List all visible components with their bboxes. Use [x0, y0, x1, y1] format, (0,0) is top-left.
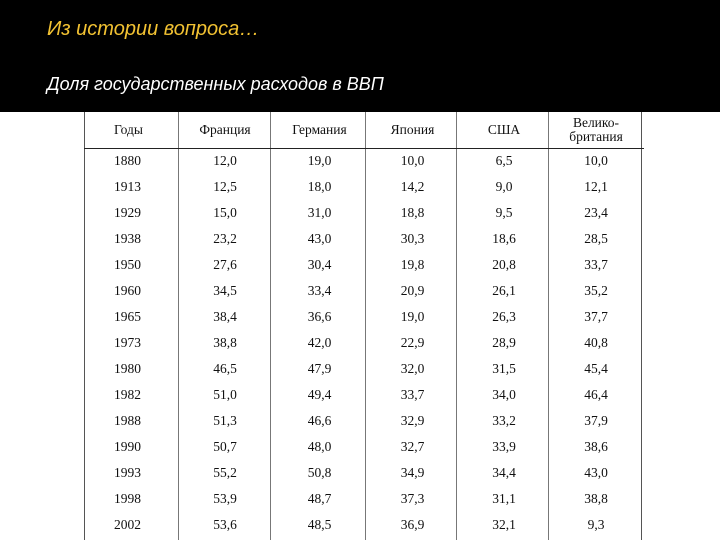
value-cell: 42,0 — [307, 335, 332, 350]
value-cell: 9,0 — [495, 179, 513, 194]
value-cell: 37,9 — [584, 413, 608, 428]
column-header: Годы — [114, 122, 143, 137]
value-cell: 49,4 — [307, 387, 332, 402]
column-header: США — [487, 122, 521, 137]
value-cell: 36,6 — [307, 309, 332, 324]
value-cell: 19,8 — [400, 257, 425, 272]
table-row — [84, 148, 644, 174]
value-cell: 18,8 — [400, 205, 425, 220]
value-cell: 43,0 — [584, 465, 608, 480]
year-cell: 1965 — [114, 309, 141, 324]
table-row — [84, 460, 644, 486]
value-cell: 50,7 — [213, 439, 237, 454]
value-cell: 33,2 — [492, 413, 516, 428]
table-row — [84, 356, 644, 382]
value-cell: 35,2 — [584, 283, 608, 298]
value-cell: 34,9 — [400, 465, 425, 480]
value-cell: 9,5 — [495, 205, 513, 220]
table-row — [84, 434, 644, 460]
value-cell: 43,0 — [307, 231, 332, 246]
year-cell: 1929 — [114, 205, 141, 220]
value-cell: 40,8 — [584, 335, 608, 350]
value-cell: 12,1 — [584, 179, 608, 194]
slide-title: Из истории вопроса… — [47, 18, 260, 40]
value-cell: 34,5 — [213, 283, 237, 298]
value-cell: 23,2 — [213, 231, 237, 246]
value-cell: 46,4 — [584, 387, 608, 402]
value-cell: 38,4 — [213, 309, 237, 324]
table-row — [84, 408, 644, 434]
value-cell: 47,9 — [307, 361, 332, 376]
slide-subtitle: Доля государственных расходов в ВВП — [47, 74, 384, 94]
gdp-spending-table — [84, 112, 644, 540]
value-cell: 48,0 — [307, 439, 332, 454]
table-header-row — [84, 112, 644, 149]
value-cell: 32,1 — [492, 517, 516, 532]
table-row — [84, 330, 644, 356]
table-row — [84, 512, 644, 538]
value-cell: 38,6 — [584, 439, 608, 454]
value-cell: 53,9 — [213, 491, 237, 506]
value-cell: 30,4 — [307, 257, 332, 272]
year-cell: 1998 — [114, 491, 141, 506]
value-cell: 33,4 — [307, 283, 332, 298]
value-cell: 23,4 — [584, 205, 608, 220]
value-cell: 18,0 — [307, 179, 332, 194]
value-cell: 46,5 — [213, 361, 237, 376]
value-cell: 14,2 — [400, 179, 425, 194]
value-cell: 32,7 — [400, 439, 425, 454]
value-cell: 30,3 — [400, 231, 425, 246]
value-cell: 37,7 — [584, 309, 608, 324]
value-cell: 12,5 — [213, 179, 237, 194]
table-row — [84, 226, 644, 252]
table-row — [84, 174, 644, 200]
value-cell: 28,5 — [584, 231, 608, 246]
year-cell: 1880 — [114, 153, 141, 168]
column-header — [550, 116, 642, 144]
column-header: Франция — [199, 122, 251, 137]
value-cell: 46,6 — [307, 413, 332, 428]
value-cell: 9,3 — [587, 517, 605, 532]
value-cell: 27,6 — [213, 257, 237, 272]
column-header-line: британия — [569, 129, 623, 144]
value-cell: 33,7 — [584, 257, 608, 272]
table-row — [84, 278, 644, 304]
table-row — [84, 304, 644, 330]
value-cell: 31,1 — [492, 491, 516, 506]
year-cell: 1982 — [114, 387, 141, 402]
value-cell: 34,4 — [492, 465, 516, 480]
year-cell: 1950 — [114, 257, 141, 272]
year-cell: 1993 — [114, 465, 141, 480]
value-cell: 31,0 — [307, 205, 332, 220]
value-cell: 32,0 — [400, 361, 425, 376]
value-cell: 33,9 — [492, 439, 516, 454]
table-row — [84, 486, 644, 512]
value-cell: 50,8 — [307, 465, 332, 480]
year-cell: 1980 — [114, 361, 141, 376]
year-cell: 1973 — [114, 335, 141, 350]
column-header-line: Велико- — [572, 115, 620, 130]
value-cell: 38,8 — [213, 335, 237, 350]
value-cell: 12,0 — [213, 153, 237, 168]
year-cell: 1990 — [114, 439, 141, 454]
value-cell: 20,8 — [492, 257, 516, 272]
value-cell: 51,3 — [213, 413, 237, 428]
value-cell: 15,0 — [213, 205, 237, 220]
value-cell: 45,4 — [584, 361, 608, 376]
value-cell: 10,0 — [584, 153, 608, 168]
table-row — [84, 200, 644, 226]
value-cell: 36,9 — [400, 517, 425, 532]
value-cell: 19,0 — [307, 153, 332, 168]
value-cell: 53,6 — [213, 517, 237, 532]
value-cell: 32,9 — [400, 413, 425, 428]
value-cell: 31,5 — [492, 361, 516, 376]
table-row — [84, 252, 644, 278]
value-cell: 22,9 — [400, 335, 425, 350]
value-cell: 34,0 — [492, 387, 516, 402]
value-cell: 51,0 — [213, 387, 237, 402]
slide-header — [0, 0, 720, 112]
value-cell: 10,0 — [400, 153, 425, 168]
value-cell: 33,7 — [400, 387, 425, 402]
value-cell: 37,3 — [400, 491, 425, 506]
value-cell: 48,7 — [307, 491, 332, 506]
value-cell: 19,0 — [400, 309, 425, 324]
year-cell: 1913 — [114, 179, 141, 194]
value-cell: 20,9 — [400, 283, 425, 298]
value-cell: 55,2 — [213, 465, 237, 480]
year-cell: 1988 — [114, 413, 141, 428]
value-cell: 26,1 — [492, 283, 516, 298]
value-cell: 26,3 — [492, 309, 516, 324]
column-header: Япония — [390, 122, 435, 137]
column-header: Германия — [292, 122, 347, 137]
year-cell: 2002 — [114, 517, 141, 532]
value-cell: 48,5 — [307, 517, 332, 532]
value-cell: 18,6 — [492, 231, 516, 246]
year-cell: 1960 — [114, 283, 141, 298]
value-cell: 6,5 — [495, 153, 513, 168]
table-row — [84, 382, 644, 408]
value-cell: 28,9 — [492, 335, 516, 350]
value-cell: 38,8 — [584, 491, 608, 506]
year-cell: 1938 — [114, 231, 141, 246]
